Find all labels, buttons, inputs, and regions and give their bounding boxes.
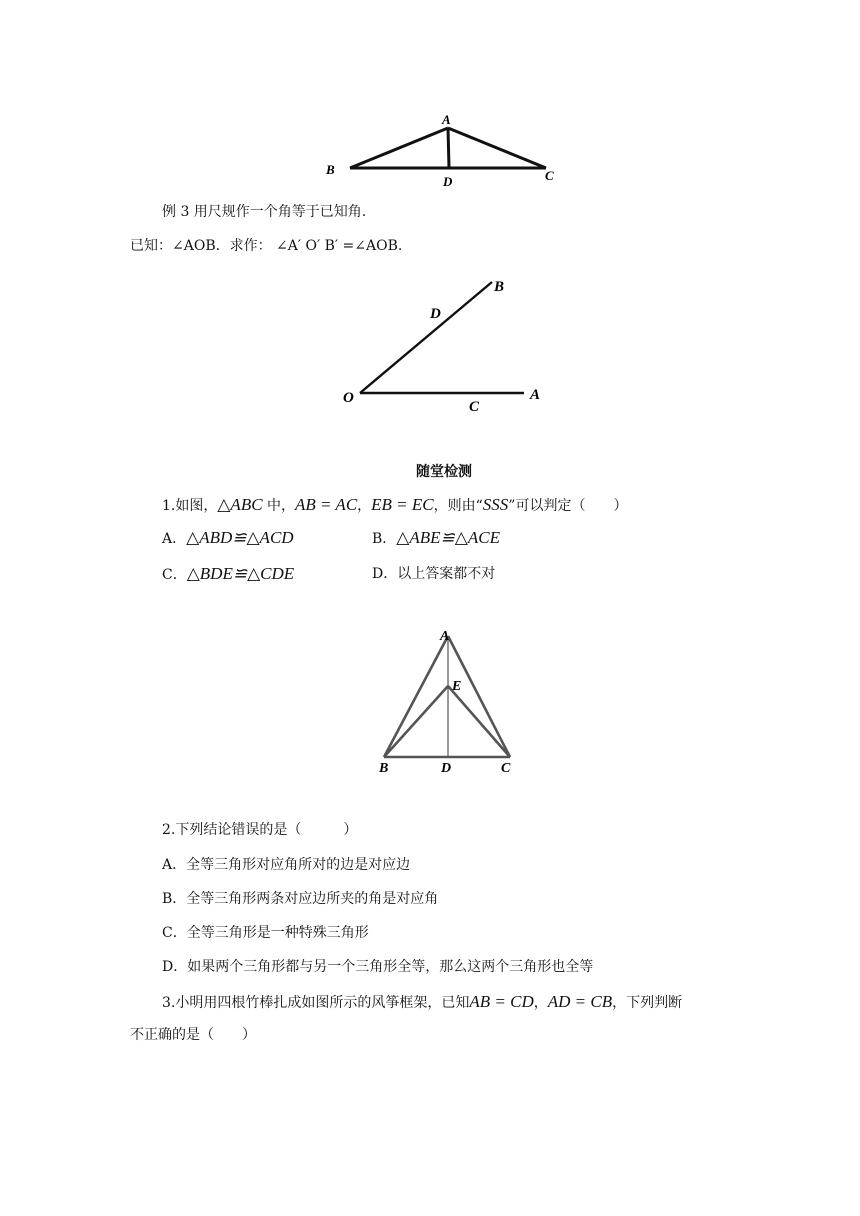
label-o: O xyxy=(343,390,354,406)
q3-ab-cd: AB = CD xyxy=(469,992,534,1011)
question-3-stem-line1 xyxy=(162,989,682,1016)
label-a: A xyxy=(530,387,541,403)
option-b-text: △ABE≌△ACE xyxy=(396,528,500,547)
q2-option-b: B．全等三角形两条对应边所夹的角是对应角 xyxy=(162,891,439,907)
q1-ab-ac: AB = AC xyxy=(295,495,358,514)
label-e: E xyxy=(452,679,462,694)
q2-option-d: D．如果两个三角形都与另一个三角形全等，那么这两个三角形也全等 xyxy=(162,959,594,975)
label-b: B xyxy=(326,162,335,177)
q1-triangle: △ABC xyxy=(217,495,263,514)
q1-sss: SSS xyxy=(482,495,509,514)
label-b: B xyxy=(379,761,389,776)
q3-comma: ， xyxy=(533,995,548,1011)
label-c: C xyxy=(469,399,480,415)
label-d: D xyxy=(441,761,452,776)
question-1-stem xyxy=(162,492,627,519)
q1-eb-ec: EB = EC xyxy=(371,495,434,514)
option-a-text: △ABD≌△ACD xyxy=(186,528,294,547)
section-title: 随堂检测 xyxy=(416,464,472,480)
q1-suffix: ”可以判定（ ） xyxy=(508,498,628,514)
figure-triangle-abd xyxy=(320,110,560,190)
q1-zhong: 中， xyxy=(262,498,295,514)
label-c: C xyxy=(501,761,511,776)
q1-prefix: 1.如图， xyxy=(162,498,218,514)
figure-triangle-abce xyxy=(370,622,530,777)
q2-option-c: C．全等三角形是一种特殊三角形 xyxy=(162,925,369,941)
q1-option-d: D．以上答案都不对 xyxy=(372,566,496,582)
q2-option-a: A．全等三角形对应角所对的边是对应边 xyxy=(162,857,411,873)
q3-ad-cb: AD = CB xyxy=(547,992,613,1011)
q3-prefix: 3.小明用四根竹棒扎成如图所示的风筝框架，已知 xyxy=(162,995,470,1011)
question-3-stem-line2: 不正确的是（ ） xyxy=(130,1027,256,1043)
option-a-label: A． xyxy=(162,531,187,547)
example-3-title: 例 3 用尺规作一个角等于已知角. xyxy=(162,204,367,220)
q3-suffix: ，下列判断 xyxy=(612,995,683,1011)
option-b-label: B． xyxy=(372,531,397,547)
label-b: B xyxy=(494,279,505,295)
label-d: D xyxy=(430,306,441,322)
q1-option-b xyxy=(372,526,500,551)
option-c-text: △BDE≌△CDE xyxy=(186,564,295,583)
label-c: C xyxy=(545,168,554,183)
q1-mid: ，则由“ xyxy=(433,498,483,514)
q1-option-a xyxy=(162,526,294,551)
option-c-label: C． xyxy=(162,567,187,583)
q1-comma: ， xyxy=(357,498,372,514)
q1-option-c xyxy=(162,562,294,587)
label-d: D xyxy=(443,174,453,189)
example-3-given: 已知：∠AOB．求作： ∠A′ O′ B′ =∠AOB. xyxy=(130,238,403,254)
label-a: A xyxy=(442,112,451,127)
figure-angle-aob xyxy=(330,270,560,420)
question-2-stem: 2.下列结论错误的是（ ） xyxy=(162,822,358,838)
label-a: A xyxy=(440,629,450,644)
